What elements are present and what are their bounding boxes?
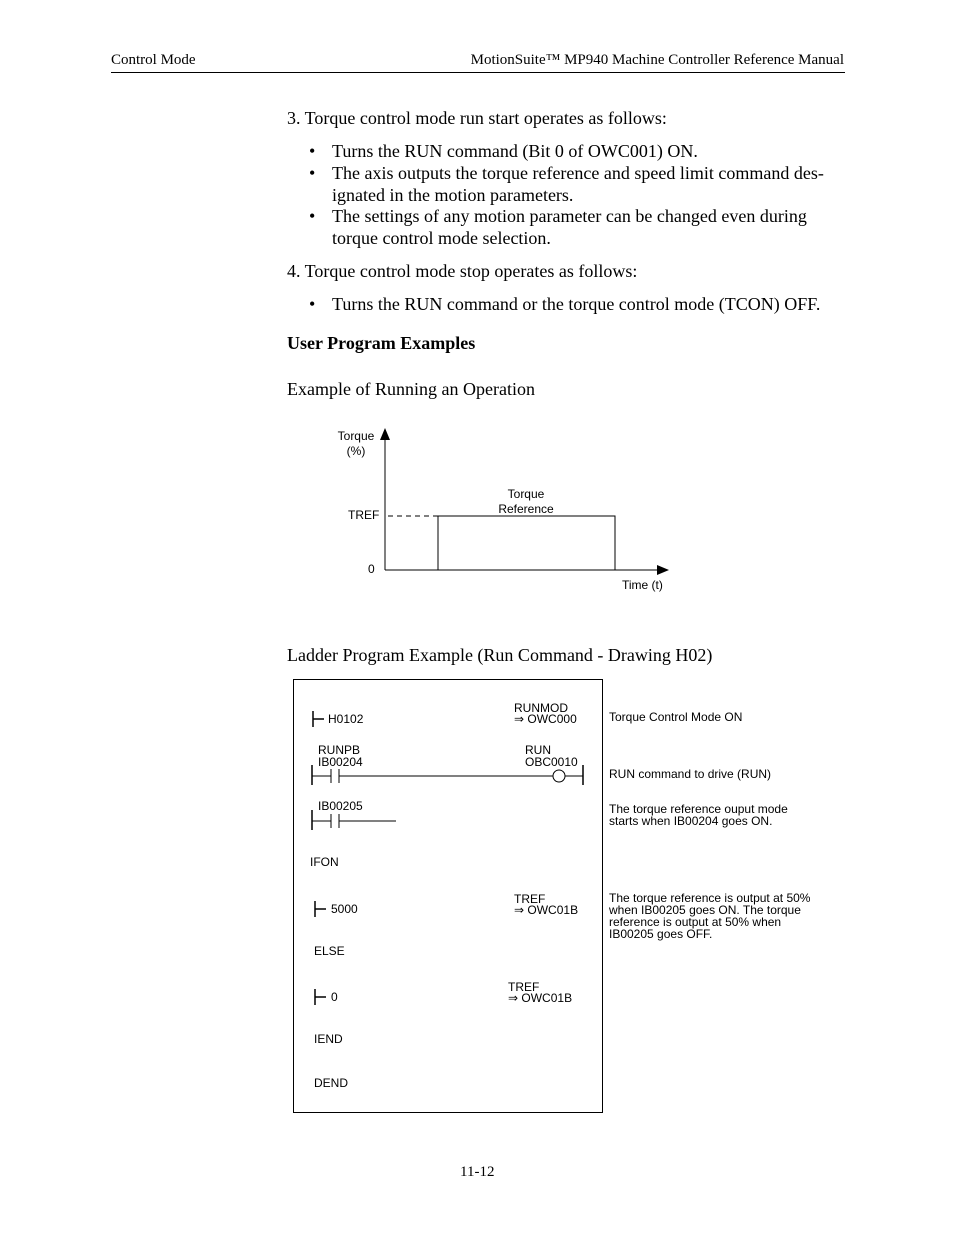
header-section-title: Control Mode — [111, 52, 196, 68]
ladder-ib00204: IB00204 — [318, 755, 363, 769]
chart-xlabel: Time (t) — [622, 578, 663, 592]
step-4-text: 4. Torque control mode stop operates as follows: — [287, 261, 638, 281]
ladder-else: ELSE — [314, 944, 345, 958]
ladder-tref-2: TREF — [508, 980, 540, 994]
bullet-text: Turns the RUN command or the torque control mode (TCON) OFF. — [332, 294, 821, 314]
ladder-ib00205: IB00205 — [318, 799, 363, 813]
ladder-h0102: H0102 — [328, 712, 364, 726]
bullet-text: The settings of any motion parameter can be changed even during torque control mode selection. — [332, 206, 807, 248]
ladder-obc0010: OBC0010 — [525, 755, 578, 769]
section-heading: User Program Examples — [287, 333, 476, 353]
ylabel-line-2: (%) — [346, 444, 366, 458]
ylabel-line-1: Torque — [337, 429, 375, 443]
ladder-ifon: IFON — [310, 855, 339, 869]
ladder-tref-1: TREF — [514, 892, 546, 906]
bullet-text: The axis outputs the torque reference and speed limit command des-ignated in the motion parameters. — [332, 163, 824, 205]
header-manual-title: MotionSuite™ MP940 Machine Controller Reference Manual — [470, 52, 844, 68]
ladder-owc01b-2: ⇒ OWC01B — [508, 991, 573, 1005]
comment-torque-output-mode: The torque reference ouput mode starts when IB00204 goes ON. — [609, 802, 788, 828]
comment-run-command: RUN command to drive (RUN) — [609, 767, 772, 781]
ladder-0: 0 — [331, 990, 338, 1004]
ladder-5000: 5000 — [331, 902, 358, 916]
ladder-runmod: RUNMOD — [514, 701, 568, 715]
page-number: 11-12 — [460, 1164, 495, 1180]
chart-tick-zero: 0 — [368, 562, 375, 576]
comment-torque-mode-on: Torque Control Mode ON — [609, 710, 743, 724]
ladder-owc000: ⇒ OWC000 — [514, 712, 577, 726]
ladder-title: Ladder Program Example (Run Command - Drawing H02) — [287, 645, 713, 665]
example-title: Example of Running an Operation — [287, 379, 535, 399]
series-label-line-2: Reference — [498, 502, 554, 516]
coil-run — [553, 770, 565, 782]
ladder-run: RUN — [525, 743, 551, 757]
ladder-dend: DEND — [314, 1076, 349, 1090]
ladder-runpb: RUNPB — [318, 743, 361, 757]
comment-torque-output-level: The torque reference is output at 50% when IB00205 goes ON. The torque reference is output at 50% when IB00205 goes OFF. — [609, 891, 811, 941]
chart-tick-tref: TREF — [348, 508, 380, 522]
ladder-owc01b-1: ⇒ OWC01B — [514, 903, 579, 917]
bullet-text: Turns the RUN command (Bit 0 of OWC001) ON. — [332, 141, 698, 161]
step-3-text: 3. Torque control mode run start operates as follows: — [287, 108, 667, 128]
ladder-iend: IEND — [314, 1032, 343, 1046]
series-label-line-1: Torque — [507, 487, 545, 501]
